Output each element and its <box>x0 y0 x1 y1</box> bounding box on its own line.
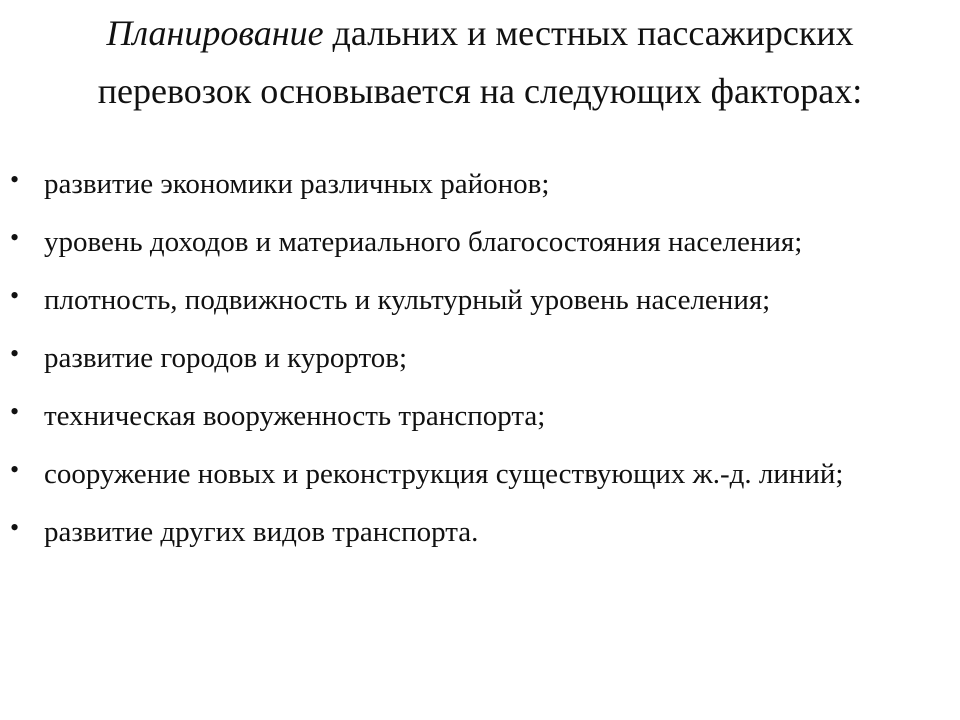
title-lead-word: Планирование <box>106 13 324 53</box>
bullet-icon: • <box>10 397 20 426</box>
slide-title <box>60 4 900 120</box>
list-item-text: развитие других видов транспорта. <box>44 516 479 548</box>
list-item <box>0 332 960 384</box>
bullet-icon: • <box>10 281 20 310</box>
list-item-text: техническая вооруженность транспорта; <box>44 400 546 432</box>
list-item <box>0 506 960 558</box>
list-item <box>0 158 960 210</box>
list-item-text: уровень доходов и материального благосостояния населения; <box>44 226 803 258</box>
list-item <box>0 274 960 326</box>
title-rest-text: дальних и местных пассажирских перевозок основывается на следующих факторах: <box>97 13 863 111</box>
list-item-text: плотность, подвижность и культурный уровень населения; <box>44 284 771 316</box>
bullet-icon: • <box>10 455 20 484</box>
bullet-icon: • <box>10 165 20 194</box>
list-item <box>0 390 960 442</box>
factor-list <box>0 158 960 564</box>
list-item <box>0 448 960 500</box>
bullet-icon: • <box>10 223 20 252</box>
list-item-text: сооружение новых и реконструкция существующих ж.-д. линий; <box>44 458 844 490</box>
list-item-text: развитие городов и курортов; <box>44 342 407 374</box>
list-item-text: развитие экономики различных районов; <box>44 168 550 200</box>
bullet-icon: • <box>10 513 20 542</box>
list-item <box>0 216 960 268</box>
bullet-icon: • <box>10 339 20 368</box>
